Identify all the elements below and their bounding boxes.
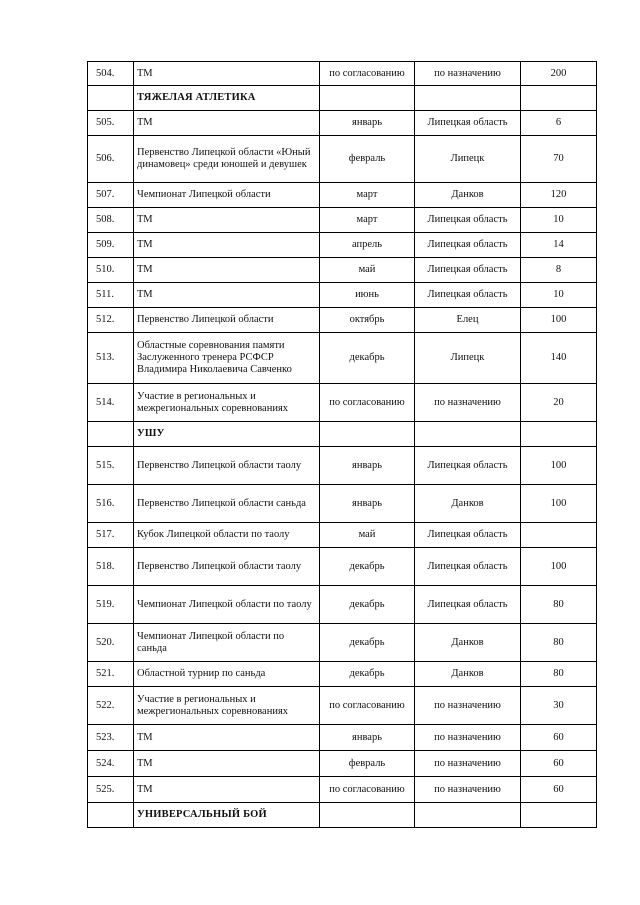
event-name: Первенство Липецкой области таолу xyxy=(134,447,320,485)
table-row xyxy=(88,485,597,523)
table-row xyxy=(88,333,597,384)
participant-count: 60 xyxy=(521,725,597,751)
event-date: декабрь xyxy=(320,624,415,662)
table-row xyxy=(88,136,597,183)
event-date: декабрь xyxy=(320,333,415,384)
participant-count: 100 xyxy=(521,485,597,523)
event-place: по назначению xyxy=(415,751,521,777)
empty-cell xyxy=(88,803,134,828)
empty-cell xyxy=(415,803,521,828)
row-number: 521. xyxy=(88,662,134,687)
participant-count: 60 xyxy=(521,751,597,777)
row-number: 513. xyxy=(88,333,134,384)
participant-count: 8 xyxy=(521,258,597,283)
row-number: 507. xyxy=(88,183,134,208)
row-number: 505. xyxy=(88,111,134,136)
section-title: УШУ xyxy=(134,422,320,447)
event-place: Липецкая область xyxy=(415,283,521,308)
event-name: Кубок Липецкой области по таолу xyxy=(134,523,320,548)
event-date: февраль xyxy=(320,751,415,777)
event-name: Чемпионат Липецкой области по саньда xyxy=(134,624,320,662)
event-place: Данков xyxy=(415,485,521,523)
row-number: 508. xyxy=(88,208,134,233)
table-row xyxy=(88,624,597,662)
row-number: 515. xyxy=(88,447,134,485)
event-name: Участие в региональных и межрегиональных соревнованиях xyxy=(134,687,320,725)
participant-count xyxy=(521,523,597,548)
table-row xyxy=(88,208,597,233)
event-date: январь xyxy=(320,447,415,485)
event-place: по назначению xyxy=(415,777,521,803)
participant-count: 30 xyxy=(521,687,597,725)
event-name: ТМ xyxy=(134,777,320,803)
event-place: Липецк xyxy=(415,333,521,384)
participant-count: 100 xyxy=(521,308,597,333)
event-name: Первенство Липецкой области «Юный динамовец» среди юношей и девушек xyxy=(134,136,320,183)
event-date: по согласованию xyxy=(320,777,415,803)
event-date: декабрь xyxy=(320,548,415,586)
empty-cell xyxy=(320,86,415,111)
event-date: январь xyxy=(320,111,415,136)
row-number: 511. xyxy=(88,283,134,308)
table-row xyxy=(88,447,597,485)
table-row xyxy=(88,258,597,283)
row-number: 518. xyxy=(88,548,134,586)
section-row xyxy=(88,422,597,447)
event-name: ТМ xyxy=(134,111,320,136)
section-row xyxy=(88,803,597,828)
events-table-body xyxy=(88,62,597,828)
event-name: Областные соревнования памяти Заслуженного тренера РСФСР Владимира Николаевича Савченко xyxy=(134,333,320,384)
event-name: ТМ xyxy=(134,208,320,233)
event-place: Липецкая область xyxy=(415,208,521,233)
section-title: УНИВЕРСАЛЬНЫЙ БОЙ xyxy=(134,803,320,828)
row-number: 506. xyxy=(88,136,134,183)
empty-cell xyxy=(415,86,521,111)
events-table xyxy=(87,61,597,828)
table-row xyxy=(88,586,597,624)
section-title: ТЯЖЕЛАЯ АТЛЕТИКА xyxy=(134,86,320,111)
participant-count: 100 xyxy=(521,447,597,485)
event-name: Первенство Липецкой области саньда xyxy=(134,485,320,523)
event-name: Чемпионат Липецкой области по таолу xyxy=(134,586,320,624)
table-row xyxy=(88,662,597,687)
event-place: Липецкая область xyxy=(415,233,521,258)
event-date: апрель xyxy=(320,233,415,258)
event-name: ТМ xyxy=(134,258,320,283)
empty-cell xyxy=(320,422,415,447)
participant-count: 6 xyxy=(521,111,597,136)
event-date: декабрь xyxy=(320,586,415,624)
empty-cell xyxy=(88,422,134,447)
row-number: 510. xyxy=(88,258,134,283)
event-name: ТМ xyxy=(134,62,320,86)
event-date: январь xyxy=(320,485,415,523)
row-number: 523. xyxy=(88,725,134,751)
table-row xyxy=(88,111,597,136)
participant-count: 70 xyxy=(521,136,597,183)
event-name: ТМ xyxy=(134,233,320,258)
row-number: 514. xyxy=(88,384,134,422)
row-number: 519. xyxy=(88,586,134,624)
participant-count: 20 xyxy=(521,384,597,422)
event-name: Областной турнир по саньда xyxy=(134,662,320,687)
participant-count: 80 xyxy=(521,586,597,624)
empty-cell xyxy=(88,86,134,111)
event-date: февраль xyxy=(320,136,415,183)
event-date: май xyxy=(320,258,415,283)
table-row xyxy=(88,751,597,777)
row-number: 524. xyxy=(88,751,134,777)
empty-cell xyxy=(415,422,521,447)
empty-cell xyxy=(320,803,415,828)
table-row xyxy=(88,283,597,308)
row-number: 517. xyxy=(88,523,134,548)
participant-count: 10 xyxy=(521,208,597,233)
event-date: октябрь xyxy=(320,308,415,333)
event-date: по согласованию xyxy=(320,62,415,86)
table-row xyxy=(88,687,597,725)
row-number: 522. xyxy=(88,687,134,725)
row-number: 504. xyxy=(88,62,134,86)
table-row xyxy=(88,384,597,422)
event-place: по назначению xyxy=(415,384,521,422)
event-name: Чемпионат Липецкой области xyxy=(134,183,320,208)
row-number: 520. xyxy=(88,624,134,662)
event-date: июнь xyxy=(320,283,415,308)
event-place: по назначению xyxy=(415,725,521,751)
event-date: декабрь xyxy=(320,662,415,687)
row-number: 525. xyxy=(88,777,134,803)
empty-cell xyxy=(521,422,597,447)
event-place: Липецкая область xyxy=(415,111,521,136)
event-place: Данков xyxy=(415,662,521,687)
event-place: Липецк xyxy=(415,136,521,183)
event-place: Данков xyxy=(415,624,521,662)
event-name: ТМ xyxy=(134,751,320,777)
table-row xyxy=(88,183,597,208)
event-place: Липецкая область xyxy=(415,258,521,283)
participant-count: 100 xyxy=(521,548,597,586)
section-row xyxy=(88,86,597,111)
event-name: Первенство Липецкой области xyxy=(134,308,320,333)
row-number: 512. xyxy=(88,308,134,333)
event-place: Данков xyxy=(415,183,521,208)
participant-count: 120 xyxy=(521,183,597,208)
participant-count: 60 xyxy=(521,777,597,803)
event-date: по согласованию xyxy=(320,687,415,725)
event-place: Елец xyxy=(415,308,521,333)
row-number: 516. xyxy=(88,485,134,523)
participant-count: 10 xyxy=(521,283,597,308)
event-place: Липецкая область xyxy=(415,548,521,586)
event-place: Липецкая область xyxy=(415,447,521,485)
event-place: Липецкая область xyxy=(415,586,521,624)
table-row xyxy=(88,548,597,586)
event-date: май xyxy=(320,523,415,548)
participant-count: 140 xyxy=(521,333,597,384)
event-name: ТМ xyxy=(134,725,320,751)
event-name: Участие в региональных и межрегиональных соревнованиях xyxy=(134,384,320,422)
event-name: Первенство Липецкой области таолу xyxy=(134,548,320,586)
table-row xyxy=(88,62,597,86)
row-number: 509. xyxy=(88,233,134,258)
participant-count: 80 xyxy=(521,624,597,662)
table-row xyxy=(88,233,597,258)
table-row xyxy=(88,308,597,333)
event-date: март xyxy=(320,183,415,208)
empty-cell xyxy=(521,803,597,828)
event-place: по назначению xyxy=(415,62,521,86)
event-date: март xyxy=(320,208,415,233)
empty-cell xyxy=(521,86,597,111)
table-row xyxy=(88,777,597,803)
event-date: январь xyxy=(320,725,415,751)
event-date: по согласованию xyxy=(320,384,415,422)
event-name: ТМ xyxy=(134,283,320,308)
participant-count: 80 xyxy=(521,662,597,687)
participant-count: 200 xyxy=(521,62,597,86)
table-row xyxy=(88,725,597,751)
participant-count: 14 xyxy=(521,233,597,258)
table-row xyxy=(88,523,597,548)
event-place: по назначению xyxy=(415,687,521,725)
event-place: Липецкая область xyxy=(415,523,521,548)
